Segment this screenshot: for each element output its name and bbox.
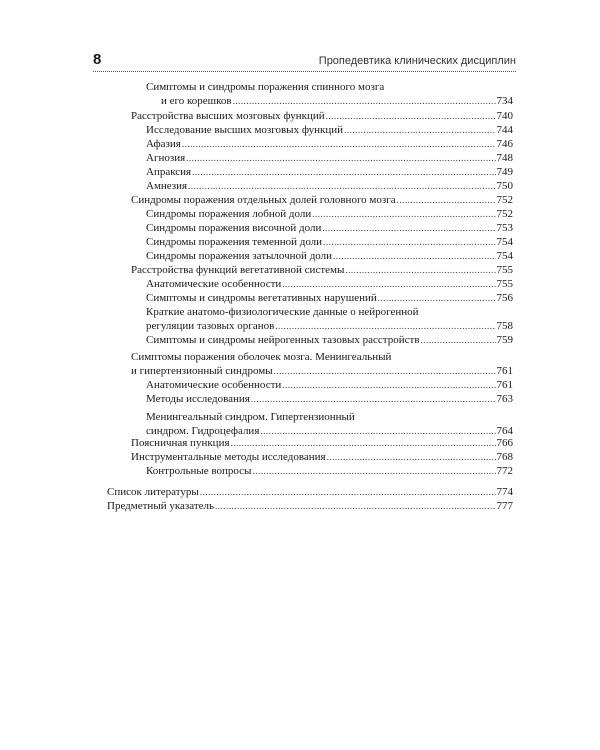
- toc-entry-title: Расстройства функций вегетативной системы: [131, 264, 345, 276]
- toc-entry-title: Исследование высших мозговых функций: [146, 124, 344, 136]
- toc-entry-title-line1: Менингеальный синдром. Гипертензионный: [146, 411, 355, 423]
- dot-leader: [323, 235, 495, 249]
- toc-entry-title: Синдромы поражения затылочной доли: [146, 250, 333, 262]
- toc-entry-title: Синдромы поражения лобной доли: [146, 208, 312, 220]
- dot-leader: [333, 249, 495, 263]
- toc-entry[interactable]: [0, 151, 600, 166]
- toc-entry[interactable]: [0, 378, 600, 393]
- toc-entry-page: 750: [496, 180, 513, 192]
- toc-entry-title-line1: Краткие анатомо-физиологические данные о нейрогенной: [146, 306, 419, 318]
- toc-entry-page: 756: [496, 292, 513, 304]
- toc-entry[interactable]: [0, 277, 600, 292]
- dot-leader: [282, 378, 495, 392]
- dot-leader: [251, 392, 496, 406]
- toc-entry-title: Расстройства высших мозговых функций: [131, 110, 325, 122]
- toc-entry[interactable]: [0, 305, 600, 334]
- toc-entry-title: Поясничная пункция: [131, 437, 230, 449]
- toc-entry-title: Анатомические особенности: [146, 278, 282, 290]
- dot-leader: [192, 165, 495, 179]
- dot-leader: [182, 137, 496, 151]
- toc-entry-title: Синдромы поражения теменной доли: [146, 236, 323, 248]
- toc-entry-title: Синдромы поражения отдельных долей головного мозга: [131, 194, 396, 206]
- toc-entry[interactable]: [0, 410, 600, 439]
- toc-entry-page: 761: [496, 379, 513, 391]
- toc-entry-page: 746: [496, 138, 513, 150]
- dot-leader: [326, 109, 496, 123]
- toc-entry-title: Апраксия: [146, 166, 192, 178]
- toc-entry-title: Симптомы и синдромы нейрогенных тазовых расстройств: [146, 334, 420, 346]
- toc-entry[interactable]: [0, 235, 600, 250]
- toc-entry-page: 772: [496, 465, 513, 477]
- dot-leader: [252, 464, 495, 478]
- dot-leader: [345, 263, 495, 277]
- header-rule: [93, 71, 516, 72]
- dot-leader: [186, 151, 495, 165]
- toc-entry-title: Предметный указатель: [107, 500, 215, 512]
- toc-entry-page: 758: [496, 320, 513, 332]
- toc-entry[interactable]: [0, 221, 600, 236]
- toc-entry-title-line1: Симптомы поражения оболочек мозга. Менингеальный: [131, 351, 392, 363]
- dot-leader: [344, 123, 495, 137]
- toc-entry-title: Методы исследования: [146, 393, 250, 405]
- toc-entry[interactable]: [0, 123, 600, 138]
- dot-leader: [312, 207, 495, 221]
- toc-entry[interactable]: [0, 249, 600, 264]
- toc-entry-title: Амнезия: [146, 180, 188, 192]
- toc-entry[interactable]: [0, 137, 600, 152]
- toc-entry-title: и гипертензионный синдромы: [131, 365, 273, 377]
- toc-entry-page: 749: [496, 166, 513, 178]
- toc-entry-page: 768: [496, 451, 513, 463]
- toc-entry-page: 752: [496, 208, 513, 220]
- toc-entry-page: 740: [496, 110, 513, 122]
- toc-entry-page: 759: [496, 334, 513, 346]
- toc-entry-title: Анатомические особенности: [146, 379, 282, 391]
- toc-entry[interactable]: [0, 350, 600, 379]
- dot-leader: [378, 291, 496, 305]
- toc-entry-title: синдром. Гидроцефалия: [146, 425, 260, 437]
- toc-entry-title: Синдромы поражения височной доли: [146, 222, 322, 234]
- toc-entry-page: 764: [496, 425, 513, 437]
- toc-entry[interactable]: [0, 109, 600, 124]
- toc-entry-title: Список литературы: [107, 486, 199, 498]
- dot-leader: [215, 499, 495, 513]
- toc-entry-page: 754: [496, 236, 513, 248]
- toc-entry-title: Афазия: [146, 138, 181, 150]
- toc-entry-title: Инструментальные методы исследования: [131, 451, 326, 463]
- toc-entry-title: Симптомы и синдромы вегетативных нарушений: [146, 292, 377, 304]
- toc-entry[interactable]: [0, 436, 600, 451]
- toc-entry-title: Контрольные вопросы: [146, 465, 252, 477]
- toc-entry[interactable]: [0, 80, 600, 109]
- toc-entry-page: 752: [496, 194, 513, 206]
- toc-entry-title-line1: Симптомы и синдромы поражения спинного мозга: [146, 81, 385, 93]
- toc-entry-page: 755: [496, 264, 513, 276]
- toc-entry[interactable]: [0, 464, 600, 479]
- toc-entry-page: 755: [496, 278, 513, 290]
- dot-leader: [200, 485, 496, 499]
- toc-entry-page: 774: [496, 486, 513, 498]
- dot-leader: [274, 364, 496, 378]
- dot-leader: [397, 193, 496, 207]
- toc-entry[interactable]: [0, 263, 600, 278]
- toc-entry[interactable]: [0, 499, 600, 514]
- toc-entry-page: 766: [496, 437, 513, 449]
- page-number: 8: [93, 51, 102, 68]
- toc-entry[interactable]: [0, 207, 600, 222]
- toc-entry-page: 761: [496, 365, 513, 377]
- dot-leader: [275, 319, 495, 333]
- toc-entry-page: 753: [496, 222, 513, 234]
- toc-entry-page: 748: [496, 152, 513, 164]
- running-head: Пропедевтика клинических дисциплин: [318, 55, 516, 67]
- dot-leader: [322, 221, 495, 235]
- toc-entry-title: регуляции тазовых органов: [146, 320, 275, 332]
- dot-leader: [188, 179, 495, 193]
- toc-entry[interactable]: [0, 450, 600, 465]
- toc-entry[interactable]: [0, 165, 600, 180]
- toc-entry-page: 734: [496, 95, 513, 107]
- toc-entry-page: 763: [496, 393, 513, 405]
- toc-entry-page: 777: [496, 500, 513, 512]
- toc-entry-page: 744: [496, 124, 513, 136]
- dot-leader: [421, 333, 496, 347]
- dot-leader: [327, 450, 496, 464]
- toc-entry[interactable]: [0, 392, 600, 407]
- dot-leader: [231, 436, 496, 450]
- toc-entry-title: Агнозия: [146, 152, 186, 164]
- dot-leader: [233, 94, 496, 108]
- toc-entry[interactable]: [0, 291, 600, 306]
- toc-entry[interactable]: [0, 193, 600, 208]
- toc-entry[interactable]: [0, 179, 600, 194]
- toc-entry[interactable]: [0, 333, 600, 348]
- toc-entry-page: 754: [496, 250, 513, 262]
- dot-leader: [282, 277, 495, 291]
- toc-entry-title: и его корешков: [161, 95, 232, 107]
- toc-entry[interactable]: [0, 485, 600, 500]
